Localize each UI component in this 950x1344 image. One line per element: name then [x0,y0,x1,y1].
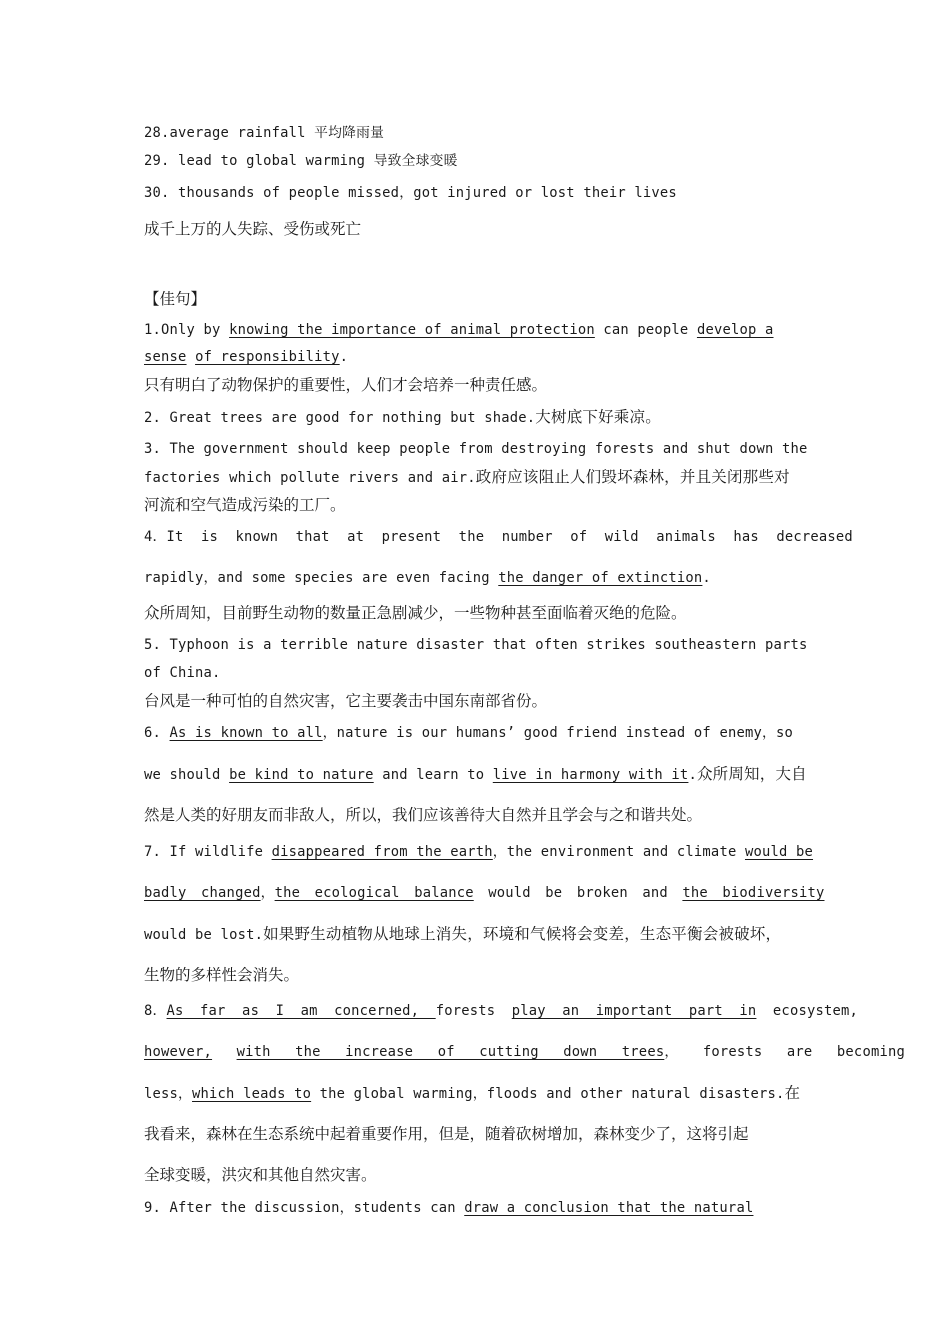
underlined-phrase: however, [144,1044,213,1060]
phrase-30-translation: 成千上万的人失踪、受伤或死亡 [144,220,362,238]
text-segment: 9. After the discussion，students can [144,1200,465,1216]
sentence-3-line-1: 3. The government should keep people from destroying forests and shut down the [144,441,808,457]
underlined-phrase: live in harmony with it [492,767,689,783]
text-segment: can people [594,322,697,338]
text-segment: ， [260,885,275,901]
sentence-7-line-1 [144,841,820,863]
underlined-phrase: develop a [696,322,774,338]
text-segment: ， forests are becoming [664,1044,905,1060]
text-segment: 7. If wildlife [144,844,272,860]
text-segment: forests [435,1003,512,1019]
underlined-phrase: As is known to all [169,725,323,741]
sentence-4-line-2 [144,567,820,589]
underlined-phrase: be kind to nature [229,767,374,783]
text-segment: 大树底下好乘凉。 [535,408,661,426]
sentence-8-line-1 [144,1000,858,1022]
text-segment: . [702,570,711,586]
sentence-4-line-1: 4．It is known that at present the number of wild animals has decreased [144,529,853,545]
section-title: 【佳句】 [144,290,207,308]
text-segment: factories which pollute rivers and air. [144,470,476,486]
sentence-7-translation-end: 生物的多样性会消失。 [144,966,300,984]
underlined-phrase: knowing the importance of animal protection [229,322,595,338]
text-segment: would be lost. [144,927,264,943]
sentence-6-line-1 [144,722,820,744]
sentence-5-line-1: 5. Typhoon is a terrible nature disaster that often strikes southeastern parts [144,637,808,653]
underlined-phrase: disappeared from the earth [271,844,493,860]
sentence-1-line-1 [144,319,820,341]
sentence-1-line-2 [144,346,820,368]
sentence-1-translation: 只有明白了动物保护的重要性，人们才会培养一种责任感。 [144,376,548,394]
sentence-6-translation: 然是人类的好朋友而非敌人，所以，我们应该善待大自然并且学会与之和谐共处。 [144,806,703,824]
text-segment: 在 [784,1084,801,1102]
text-segment: we should [144,767,230,783]
underlined-phrase: sense [144,349,187,365]
text-segment: 如果野生动植物从地球上消失，环境和气候将会变差，生态平衡会被破坏， [263,925,782,943]
underlined-phrase: As far as I am concerned, [166,1003,436,1019]
sentence-8-line-2 [144,1041,905,1063]
text-segment [187,349,196,365]
text-segment: would be broken and [473,885,683,901]
phrase-29: 29. lead to global warming 导致全球变暖 [144,153,458,169]
sentence-8-translation-line-1: 我看来，森林在生态系统中起着重要作用，但是，随着砍树增加，森林变少了，这将引起 [144,1125,749,1143]
underlined-phrase: draw a conclusion that the natural [464,1200,754,1216]
sentence-4-translation: 众所周知，目前野生动物的数量正急剧减少，一些物种甚至面临着灭绝的危险。 [144,604,687,622]
sentence-9-line-1 [144,1197,820,1219]
text-segment: less， [144,1086,193,1102]
text-segment: . [339,349,349,365]
text-segment: and learn to [373,767,493,783]
underlined-phrase: the ecological balance [274,885,474,901]
underlined-phrase: of responsibility [195,349,340,365]
underlined-phrase: with the increase of cutting down trees [236,1044,665,1060]
phrase-28: 28.average rainfall 平均降雨量 [144,125,385,141]
text-segment: 1.Only by [144,322,230,338]
text-segment: the global warming，floods and other natural disasters. [311,1086,785,1102]
underlined-phrase: badly changed [144,885,261,901]
text-segment: rapidly，and some species are even facing [144,570,499,586]
underlined-phrase: the biodiversity [682,885,825,901]
text-segment: 2. Great trees are good for nothing but shade. [144,410,536,426]
sentence-5-line-2: of China. [144,665,221,681]
sentence-3-line-2 [144,466,820,489]
sentence-8-line-3 [144,1082,820,1105]
sentence-5-translation: 台风是一种可怕的自然灾害，它主要袭击中国东南部省份。 [144,692,548,710]
sentence-2 [144,406,820,429]
sentence-8-translation-line-2: 全球变暖，洪灾和其他自然灾害。 [144,1166,377,1184]
sentence-7-line-3 [144,923,820,946]
text-segment: 6. [144,725,170,741]
underlined-phrase: the danger of extinction [498,570,703,586]
text-segment: ，nature is our humans’ good friend instead of enemy，so [322,725,793,741]
text-segment: ，the environment and climate [492,844,745,860]
sentence-6-line-2 [144,763,820,786]
underlined-phrase: which leads to [192,1086,312,1102]
text-segment: . [688,767,697,783]
text-segment: 政府应该阻止人们毁坏森林，并且关闭那些对 [475,468,790,486]
text-segment: 8． [144,1003,167,1019]
underlined-phrase: play an important part in [511,1003,757,1019]
underlined-phrase: would be [744,844,814,860]
text-segment: 众所周知，大自 [696,765,807,783]
text-segment: ecosystem, [756,1003,858,1019]
phrase-30: 30. thousands of people missed，got injured or lost their lives [144,185,677,201]
text-segment [212,1044,237,1060]
sentence-3-line-3: 河流和空气造成污染的工厂。 [144,496,346,514]
sentence-7-line-2 [144,882,825,904]
